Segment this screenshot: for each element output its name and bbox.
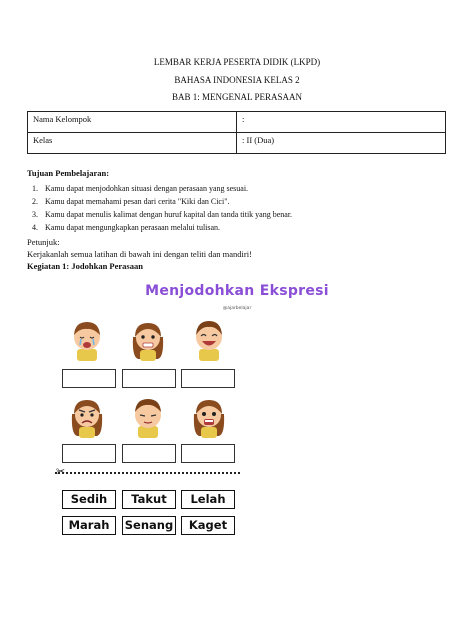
instructions-text: Kerjakanlah semua latihan di bawah ini dengan teliti dan mandiri! xyxy=(27,249,252,259)
list-item: 4. Kamu dapat mengungkapkan perasaan melalui tulisan. xyxy=(32,223,221,232)
class-label: Kelas xyxy=(28,133,237,154)
sleepy-boy-face-icon xyxy=(128,394,168,438)
answer-box-4[interactable] xyxy=(62,444,116,463)
shocked-girl-face-icon xyxy=(189,394,229,438)
group-name-field[interactable]: : xyxy=(237,112,446,133)
list-item: 2. Kamu dapat memahami pesan dari cerita "Kiki dan Cici". xyxy=(32,197,230,206)
worksheet-title: LEMBAR KERJA PESERTA DIDIK (LKPD) xyxy=(153,57,321,67)
objectives-heading: Tujuan Pembelajaran: xyxy=(27,168,110,178)
word-card[interactable]: Takut xyxy=(122,490,176,509)
answer-box-5[interactable] xyxy=(122,444,176,463)
image-credit: @ajarbelajar xyxy=(222,306,252,311)
activity-image-title: Menjodohkan Ekspresi xyxy=(145,283,329,299)
answer-box-1[interactable] xyxy=(62,369,116,388)
word-card[interactable]: Kaget xyxy=(181,516,235,535)
word-card[interactable]: Lelah xyxy=(181,490,235,509)
chapter-title: BAB 1: MENGENAL PERASAAN xyxy=(172,92,302,102)
objectives-list xyxy=(27,182,292,234)
info-table xyxy=(27,111,446,154)
scared-girl-face-icon xyxy=(128,317,168,361)
subject-title: BAHASA INDONESIA KELAS 2 xyxy=(174,75,300,85)
list-item: 3. Kamu dapat menulis kalimat dengan huruf kapital dan tanda titik yang benar. xyxy=(32,210,293,219)
instructions-heading: Petunjuk: xyxy=(27,237,60,247)
answer-box-6[interactable] xyxy=(181,444,235,463)
word-card[interactable]: Senang xyxy=(122,516,176,535)
activity-heading: Kegiatan 1: Jodohkan Perasaan xyxy=(27,261,143,271)
laughing-boy-face-icon xyxy=(189,317,229,361)
scissors-icon: ✂ xyxy=(56,465,66,478)
word-card[interactable]: Sedih xyxy=(62,490,116,509)
class-field[interactable]: : II (Dua) xyxy=(237,133,446,154)
answer-box-2[interactable] xyxy=(122,369,176,388)
cut-line xyxy=(55,472,240,474)
group-name-label: Nama Kelompok xyxy=(28,112,237,133)
list-item: 1. Kamu dapat menjodohkan situasi dengan perasaan yang sesuai. xyxy=(32,184,249,193)
table-row xyxy=(28,133,446,154)
crying-boy-face-icon xyxy=(67,317,107,361)
word-card[interactable]: Marah xyxy=(62,516,116,535)
table-row xyxy=(28,112,446,133)
answer-box-3[interactable] xyxy=(181,369,235,388)
angry-girl-face-icon xyxy=(67,394,107,438)
